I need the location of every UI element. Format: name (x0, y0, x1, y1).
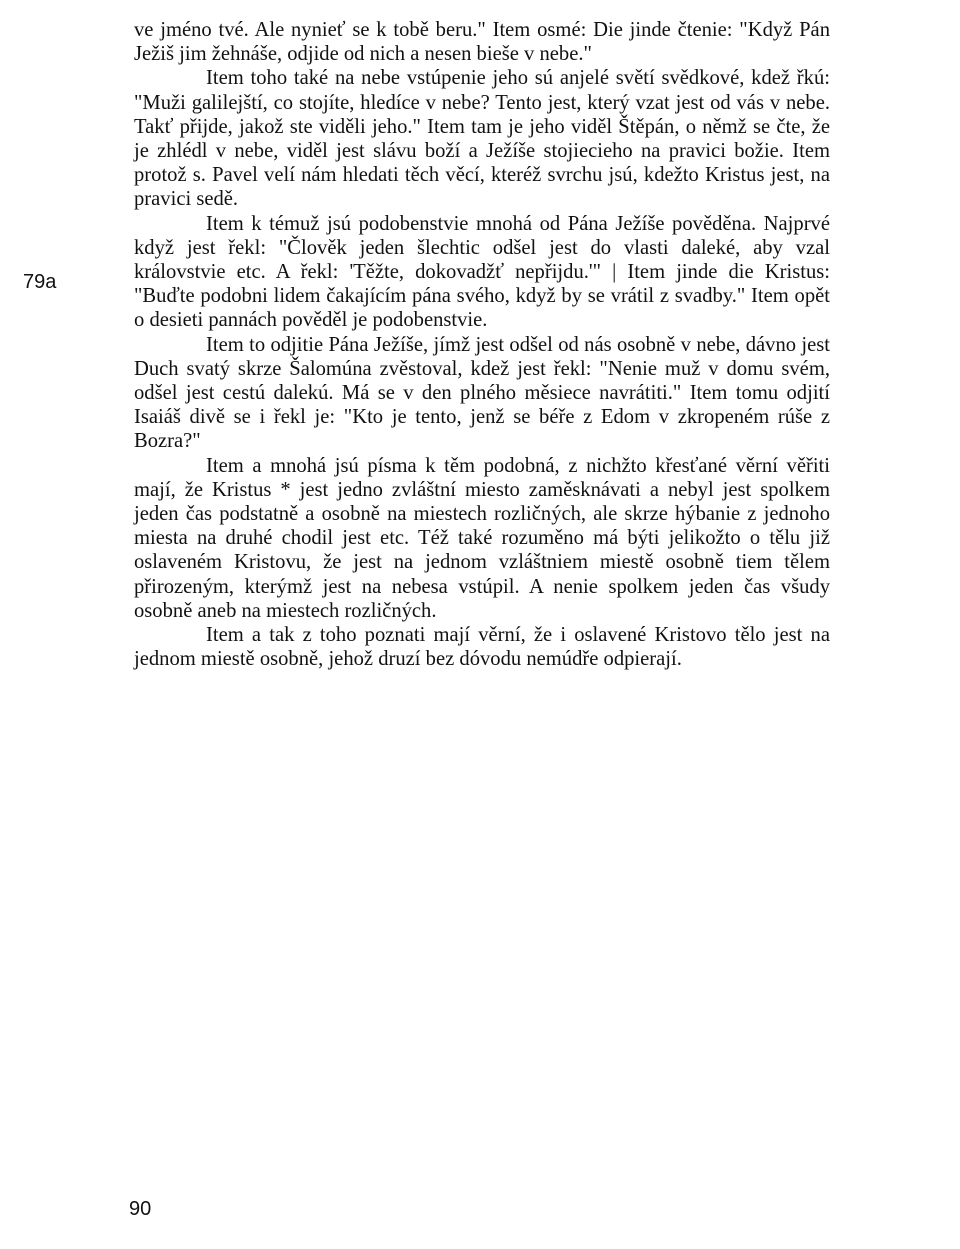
paragraph: Item a tak z toho poznati mají věrní, že i oslavené Kristovo tělo jest na jednom miestě osobně, jehož druzí bez dóvodu nemúdře odpierají. (134, 624, 830, 671)
paragraph: ve jméno tvé. Ale nynieť se k tobě beru." Item osmé: Die jinde čtenie: "Když Pán Ježiš jim žehnáše, odjide od nich a nesen bieše v nebe." (134, 19, 830, 66)
paragraph: Item a mnohá jsú písma k těm podobná, z nichžto křesťané věrní věřiti mají, že Kristus * jest jedno zvláštní miesto zaměsknávati a nebyl jest spolkem jeden čas podstatně a osobně na miestech rozličných, ale skrze hýbanie z jednoho miesta na druhé chodil jest etc. Též také rozuměno má býti jelikožto o tělu již oslaveném Kristovu, že jest na jednom vzláštniem miestě osobně tiem tělem přirozeným, kterýmž jest na nebesa vstúpil. A nenie spolkem jeden čas všudy osobně aneb na miestech rozličných. (134, 454, 830, 622)
paragraph: Item to odjitie Pána Ježíše, jímž jest odšel od nás osobně v nebe, dávno jest Duch svatý skrze Šalomúna zvěstoval, kdež jest řekl: "Nenie muž v domu svém, odšel jest cestú dalekú. Má se v den plného měsiece navrátiti." Item tomu odjití Isaiáš divě se i řekl je: "Kto je tento, jenž se béře z Edom v zkropeném rúše z Bozra?" (134, 333, 830, 453)
body-text (134, 18, 830, 671)
paragraph: Item k témuž jsú podobenstvie mnohá od Pána Ježíše pověděna. Najprvé když jest řekl: "Člověk jeden šlechtic odšel jest do vlasti daleké, aby vzal královstvie etc. A řekl: 'Těžte, dokovadžť nepřijdu.'" | Item jinde die Kristus: "Buďte podobni lidem čakajícím pána svého, když by se vrátil z svadby." Item opět o desieti pannách pověděl je podobenstvie. (134, 212, 830, 332)
page-number: 90 (129, 1198, 152, 1220)
margin-folio-note: 79a (23, 271, 57, 293)
paragraph: Item toho také na nebe vstúpenie jeho sú anjelé světí svědkové, kdež řkú: "Muži galilejští, co stojíte, hledíce v nebe? Tento jest, který vzat jest od vás v nebe. Takť přijde, jakož ste viděli jeho." Item tam je jeho viděl Štěpán, o němž se čte, že je zhlédl v nebe, viděl jest slávu boží a Ježíše stojiecieho na pravici božie. Item protož s. Pavel velí nám hledati těch věcí, kteréž svrchu jsú, kdežto Kristus jest, na pravici sedě. (134, 67, 830, 211)
